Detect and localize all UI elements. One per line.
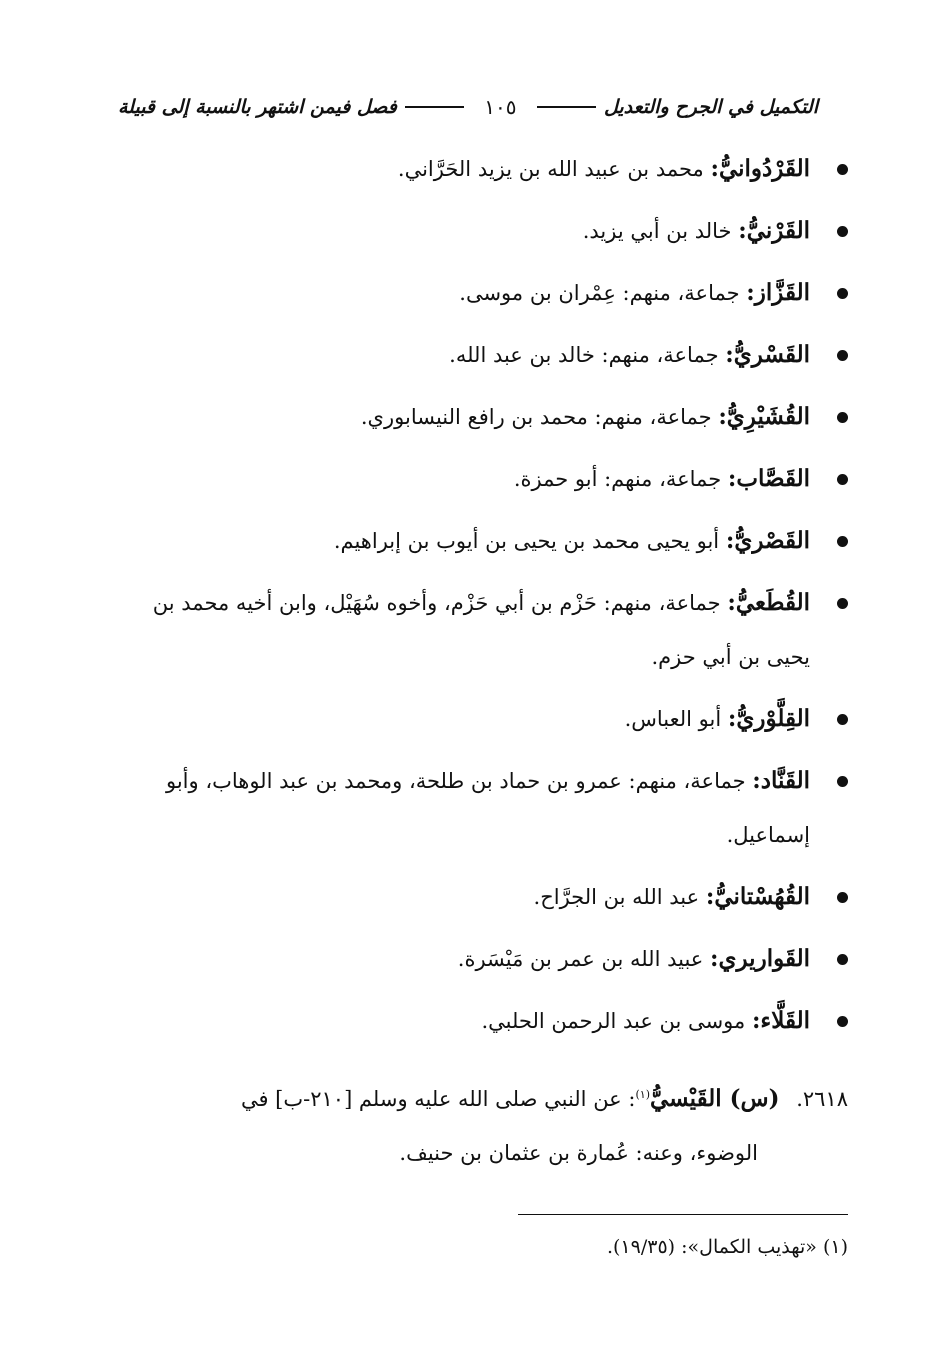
entry-text: عبد الله بن الجرَّاح.: [533, 885, 706, 909]
bullet-icon: [837, 714, 848, 725]
entry-text: خالد بن أبي يزيد.: [582, 219, 739, 243]
bullet-icon: [837, 598, 848, 609]
entry-text: أبو يحيى محمد بن يحيى بن أيوب بن إبراهيم.: [333, 529, 726, 553]
entry-text: عبيد الله بن عمر بن مَيْسَرة.: [457, 947, 710, 971]
footnote-ref: (١): [635, 1088, 650, 1101]
entry-item: [138, 328, 848, 382]
header-section-title: فصل فيمن اشتهر بالنسبة إلى قبيلة: [117, 96, 397, 118]
entry-item: [138, 452, 848, 506]
entry-item: [138, 204, 848, 258]
entry-text: جماعة، منهم: محمد بن رافع النيسابوري.: [360, 405, 719, 429]
running-header: [118, 92, 818, 122]
entry-name: القَرْدُوانيُّ:: [710, 155, 810, 182]
entry-item: [138, 390, 848, 444]
entry-name: القَرْنيُّ:: [738, 217, 810, 244]
entry-text: جماعة، منهم: خالد بن عبد الله.: [449, 343, 726, 367]
entry-text-line2: الوضوء، وعنه: عُمارة بن عثمان بن حنيف.: [399, 1141, 758, 1165]
entry-item: [138, 692, 848, 746]
entry-item: [138, 266, 848, 320]
bullet-icon: [837, 776, 848, 787]
header-dash: [405, 106, 464, 108]
entry-name: القِلَّوْريُّ:: [727, 705, 810, 732]
bullet-icon: [837, 1016, 848, 1027]
bullet-icon: [837, 954, 848, 965]
entry-text: موسى بن عبد الرحمن الحلبي.: [481, 1009, 752, 1033]
bullet-icon: [837, 226, 848, 237]
entry-item: [138, 932, 848, 986]
entry-number: ٢٦١٨.: [796, 1087, 848, 1111]
entry-item: [138, 142, 848, 196]
entry-item: [138, 576, 848, 684]
entry-name: القُشَيْرِيُّ:: [718, 403, 810, 430]
header-dash: [537, 106, 596, 108]
entry-name: القُطَعيُّ:: [727, 589, 810, 616]
entry-text: محمد بن عبيد الله بن يزيد الحَرَّاني.: [397, 157, 711, 181]
entry-text: جماعة، منهم: عمرو بن حماد بن طلحة، ومحمد بن عبد الوهاب، وأبو إسماعيل.: [165, 769, 810, 847]
entry-name: (س) القَيْسيُّ: [649, 1085, 780, 1112]
bullet-icon: [837, 474, 848, 485]
footnote: (١) «تهذيب الكمال»: (١٩/٣٥).: [606, 1236, 848, 1258]
bullet-icon: [837, 536, 848, 547]
entry-item: [138, 870, 848, 924]
bullet-icon: [837, 350, 848, 361]
bullet-icon: [837, 164, 848, 175]
bullet-icon: [837, 412, 848, 423]
entry-name: القَسْريُّ:: [725, 341, 810, 368]
entry-item: [138, 514, 848, 568]
entry-name: القَصَّاب:: [727, 465, 810, 492]
bullet-icon: [837, 892, 848, 903]
header-book-title: التكميل في الجرح والتعديل: [603, 96, 818, 118]
numbered-entry: [138, 1068, 848, 1180]
entry-name: القَلَّاء:: [751, 1007, 810, 1034]
entry-text: أبو العباس.: [624, 707, 728, 731]
footnote-divider: [518, 1214, 848, 1215]
entry-name: القَصْريُّ:: [725, 527, 810, 554]
entry-name: القَنَّاد:: [752, 767, 810, 794]
bullet-icon: [837, 288, 848, 299]
entries-list: [138, 142, 848, 1056]
entry-item: [138, 994, 848, 1048]
entry-name: القُهُسْتانيُّ:: [705, 883, 810, 910]
entry-text: جماعة، منهم: أبو حمزة.: [513, 467, 728, 491]
entry-name: القَزَّاز:: [746, 279, 810, 306]
entry-name: القَواريري:: [710, 945, 810, 972]
page-number: ١٠٥: [484, 95, 517, 119]
entry-text: جماعة، منهم: عِمْران بن موسى.: [459, 281, 747, 305]
entry-text: جماعة، منهم: حَزْم بن أبي حَزْم، وأخوه سُهَيْل، وابن أخيه محمد بن يحيى بن أبي حزم.: [152, 591, 810, 669]
entry-text-line1: : عن النبي صلى الله عليه وسلم [٢١٠-ب] في: [240, 1087, 636, 1111]
entry-item: [138, 754, 848, 862]
